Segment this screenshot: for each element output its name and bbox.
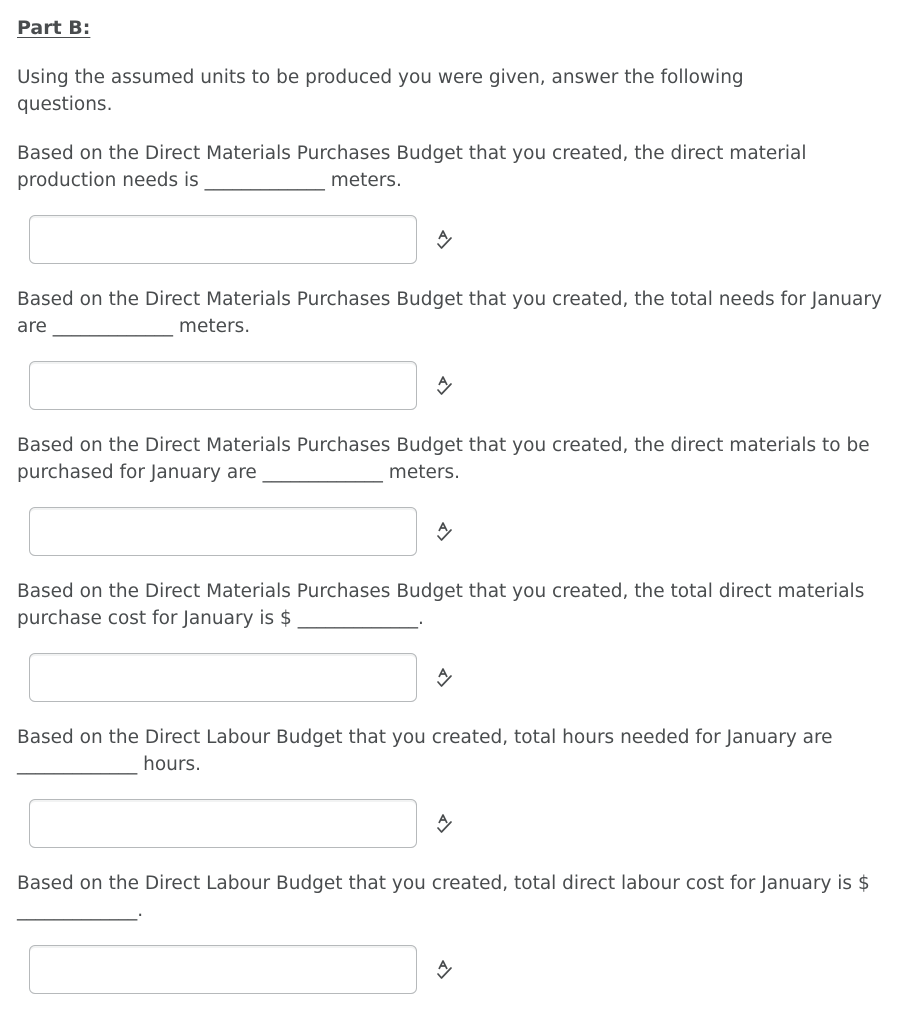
spell-check-icon[interactable] [436,376,454,396]
answer-input-3[interactable] [29,507,417,556]
spell-check-icon[interactable] [436,668,454,688]
question-6 [17,870,897,994]
answer-input-4[interactable] [29,653,417,702]
question-text: Based on the Direct Materials Purchases Budget that you created, the total needs for January are _____________ meters. [17,289,882,337]
answer-input-2[interactable] [29,361,417,410]
spell-check-icon[interactable] [436,960,454,980]
question-1 [17,140,897,264]
answer-row [29,215,897,264]
quiz-content [17,14,897,994]
question-text: Based on the Direct Labour Budget that you created, total direct labour cost for January is $ _____________. [17,873,870,921]
answer-input-1[interactable] [29,215,417,264]
answer-row [29,945,897,994]
answer-row [29,653,897,702]
question-3 [17,432,897,556]
question-text: Based on the Direct Materials Purchases Budget that you created, the direct materials to be purchased for January are _____________ meters. [17,435,870,483]
question-5 [17,724,897,848]
part-title: Part B: [17,17,91,39]
answer-row [29,799,897,848]
answer-row [29,507,897,556]
answer-input-6[interactable] [29,945,417,994]
spell-check-icon[interactable] [436,814,454,834]
question-text: Based on the Direct Materials Purchases Budget that you created, the direct material production needs is _____________ meters. [17,143,807,191]
question-text: Based on the Direct Materials Purchases Budget that you created, the total direct materials purchase cost for January is $ _____________. [17,581,865,629]
spell-check-icon[interactable] [436,522,454,542]
question-2 [17,286,897,410]
spell-check-icon[interactable] [436,230,454,250]
answer-input-5[interactable] [29,799,417,848]
question-text: Based on the Direct Labour Budget that you created, total hours needed for January are _____________ hours. [17,727,833,775]
intro-text: Using the assumed units to be produced you were given, answer the following questions. [17,67,744,115]
question-4 [17,578,897,702]
answer-row [29,361,897,410]
